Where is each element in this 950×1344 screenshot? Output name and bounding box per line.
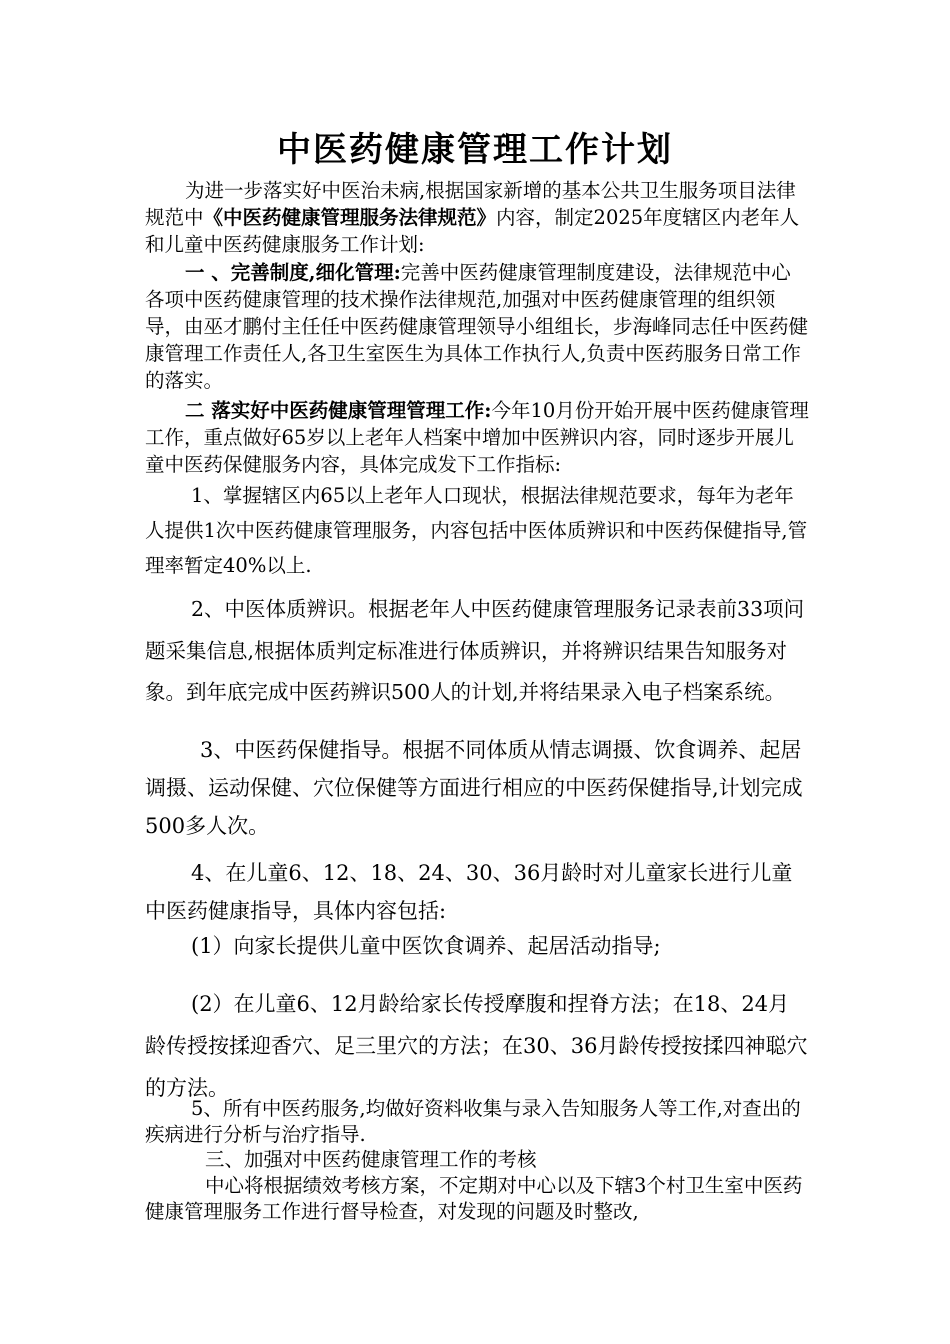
section3-heading: 三、加强对中医药健康管理工作的考核 — [205, 1148, 537, 1171]
section1-paragraph — [145, 259, 810, 394]
item-4-2: (2）在儿童6、12月龄给家长传授摩腹和捏脊方法；在18、24月龄传授按揉迎香穴、足三里穴的方法；在30、36月龄传授按揉四神聪穴的方法。 — [145, 992, 808, 1100]
intro-text: 为进一步落实好中医治未病,根据国家新增的基本公共卫生服务项目法律规范中 — [145, 179, 796, 229]
section2-heading: 二 落实好中医药健康管理管理工作: — [185, 399, 492, 422]
section2-text: 今年10月份开始开展中医药健康管理工作，重点做好65岁以上老年人档案中增加中医辨识内容，同时逐步开展儿童中医药保健服务内容，具体完成发下工作指标: — [145, 399, 809, 476]
intro-paragraph — [145, 177, 810, 258]
item-4: 4、在儿童6、12、18、24、30、36月龄时对儿童家长进行儿童中医药健康指导，具体内容包括: — [145, 861, 793, 923]
section1-heading: 一 、完善制度,细化管理: — [185, 261, 401, 284]
section1-text: 完善中医药健康管理制度建设，法律规范中心各项中医药健康管理的技术操作法律规范,加强对中医药健康管理的组织领导，由巫才鹏付主任任中医药健康管理领导小组组长，步海峰同志任中医药健康管理工作责任人,各卫生室医生为具体工作执行人,负责中医药服务日常工作的落实。 — [145, 261, 809, 392]
item-1: 1、掌握辖区内65以上老年人口现状，根据法律规范要求，每年为老年人提供1次中医药健康管理服务，内容包括中医体质辨识和中医药保健指导,管理率暂定40%以上. — [145, 484, 808, 577]
item-3: 3、中医药保健指导。根据不同体质从情志调摄、饮食调养、起居调摄、运动保健、穴位保健等方面进行相应的中医药保健指导,计划完成500多人次。 — [145, 738, 803, 838]
section3-text: 中心将根据绩效考核方案，不定期对中心以及下辖3个村卫生室中医药健康管理服务工作进行督导检查，对发现的问题及时整改, — [145, 1174, 803, 1223]
item-4-1: (1）向家长提供儿童中医饮食调养、起居活动指导; — [191, 934, 661, 958]
document-title: 中医药健康管理工作计划 — [277, 130, 673, 170]
item-2: 2、中医体质辨识。根据老年人中医药健康管理服务记录表前33项问题采集信息,根据体质判定标准进行体质辨识，并将辨识结果告知服务对象。到年底完成中医药辨识500人的计划,并将结果录入电子档案系统。 — [145, 597, 805, 704]
intro-text-end: 内容，制定2025年度辖区内老年人和儿童中医药健康服务工作计划: — [145, 206, 800, 256]
intro-bold-reference: 《中医药健康管理服务法律规范》 — [203, 206, 497, 229]
section2-paragraph — [145, 397, 810, 478]
item-5: 5、所有中医药服务,均做好资料收集与录入告知服务人等工作,对查出的疾病进行分析与治疗指导. — [145, 1097, 801, 1146]
